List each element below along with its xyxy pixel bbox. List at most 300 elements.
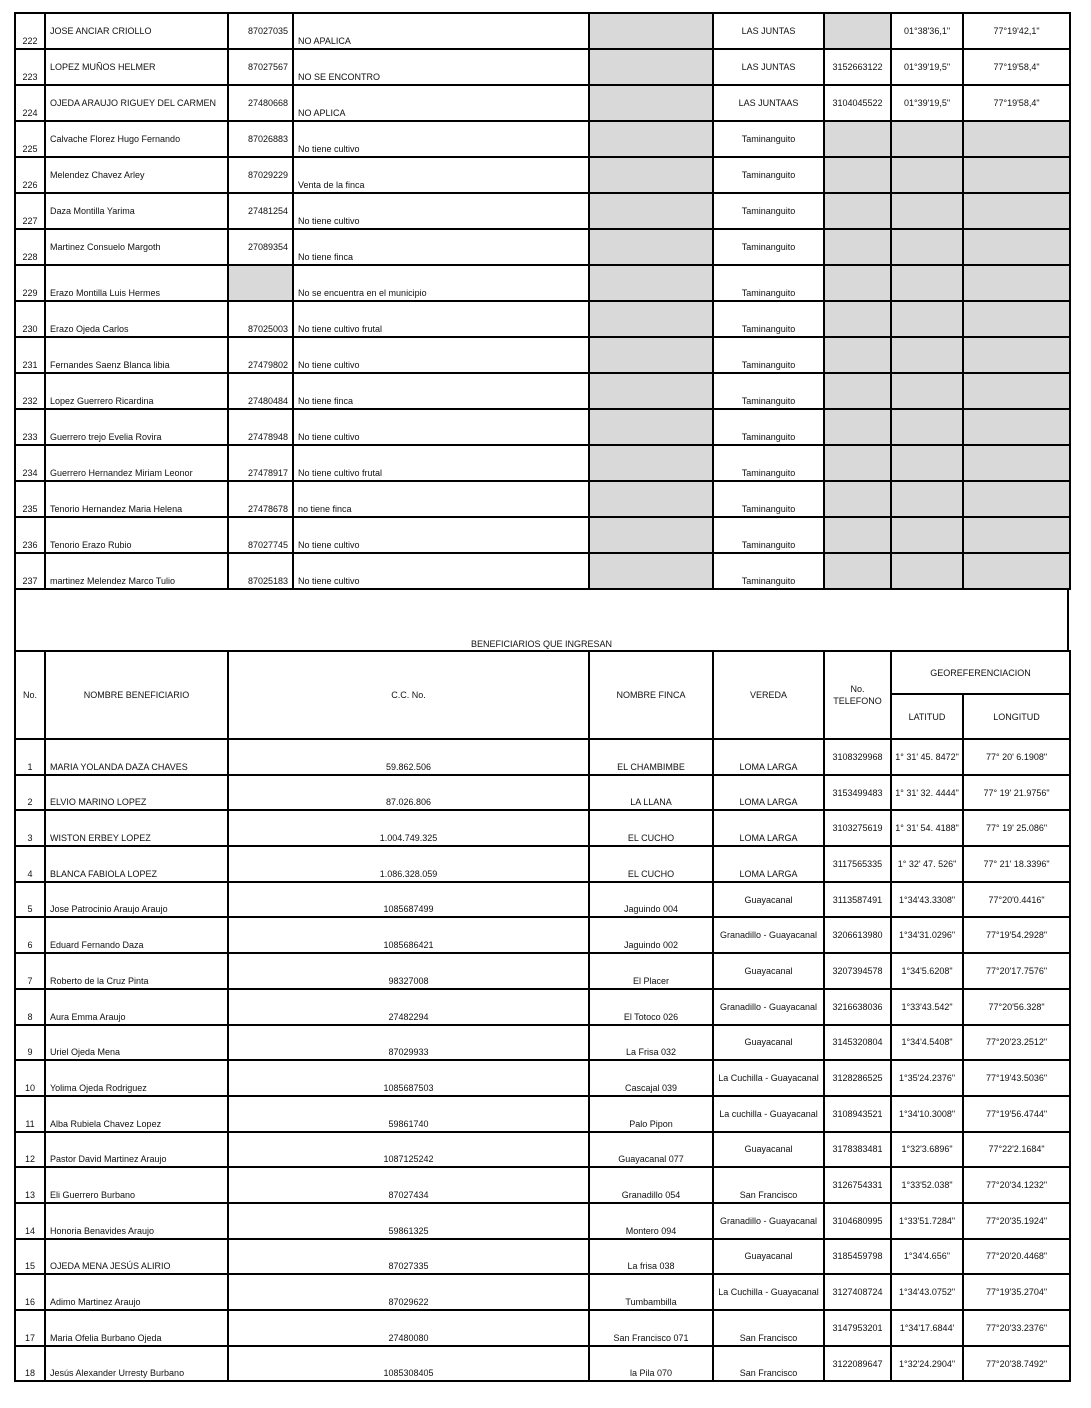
latitud: 01°38'36,1"	[891, 13, 963, 49]
finca-cell	[589, 409, 713, 445]
observation: Venta de la finca	[293, 157, 589, 193]
beneficiary-name: Fernandes Saenz Blanca libia	[45, 337, 228, 373]
longitud: 77°19'58,4"	[963, 85, 1070, 121]
longitud	[963, 265, 1070, 301]
cc-number: 27481254	[228, 193, 293, 229]
vereda: LOMA LARGA	[713, 739, 824, 775]
cc-number: 59.862.506	[228, 739, 589, 775]
latitud	[891, 337, 963, 373]
longitud	[963, 553, 1070, 589]
longitud	[963, 517, 1070, 553]
row-number: 10	[15, 1060, 45, 1096]
vereda: Guayacanal	[713, 1025, 824, 1061]
table-row	[15, 1274, 1070, 1310]
table-row	[15, 553, 1070, 589]
row-number: 226	[15, 157, 45, 193]
longitud	[963, 445, 1070, 481]
beneficiary-name: Jesús Alexander Urresty Burbano	[45, 1346, 228, 1382]
observation: NO SE ENCONTRO	[293, 49, 589, 85]
header-vereda: VEREDA	[713, 651, 824, 739]
beneficiary-name: MARIA YOLANDA DAZA CHAVES	[45, 739, 228, 775]
row-number: 4	[15, 846, 45, 882]
table-row	[15, 337, 1070, 373]
beneficiary-name: Guerrero trejo Evelia Rovira	[45, 409, 228, 445]
telefono	[824, 445, 891, 481]
longitud: 77°20'33.2376"	[963, 1310, 1070, 1346]
beneficiary-name: BLANCA FABIOLA LOPEZ	[45, 846, 228, 882]
row-number: 6	[15, 917, 45, 953]
telefono: 3122089647	[824, 1346, 891, 1382]
telefono	[824, 265, 891, 301]
finca-cell	[589, 193, 713, 229]
telefono: 3104680995	[824, 1203, 891, 1239]
longitud: 77°20'17.7576"	[963, 953, 1070, 989]
table-row	[15, 989, 1070, 1025]
vereda: La Cuchilla - Guayacanal	[713, 1060, 824, 1096]
latitud: 1°34'31.0296"	[891, 917, 963, 953]
latitud: 1°33'51.7284"	[891, 1203, 963, 1239]
table-row	[15, 301, 1070, 337]
beneficiary-name: OJEDA ARAUJO RIGUEY DEL CARMEN	[45, 85, 228, 121]
telefono: 3145320804	[824, 1025, 891, 1061]
observation: No tiene cultivo	[293, 409, 589, 445]
telefono	[824, 121, 891, 157]
longitud: 77°20'20.4468"	[963, 1239, 1070, 1275]
latitud: 1°33'52.038"	[891, 1167, 963, 1203]
beneficiary-name: Uriel Ojeda Mena	[45, 1025, 228, 1061]
longitud: 77° 19' 21.9756"	[963, 775, 1070, 811]
vereda: San Francisco	[713, 1310, 824, 1346]
telefono: 3206613980	[824, 917, 891, 953]
latitud: 1°34'17.6844'	[891, 1310, 963, 1346]
cc-number: 27478948	[228, 409, 293, 445]
beneficiary-name: Adimo Martinez Araujo	[45, 1274, 228, 1310]
table-row	[15, 1239, 1070, 1275]
longitud: 77° 21' 18.3396"	[963, 846, 1070, 882]
cc-number: 1085687503	[228, 1060, 589, 1096]
cc-number: 1.004.749.325	[228, 810, 589, 846]
beneficiary-name: Eduard Fernando Daza	[45, 917, 228, 953]
beneficiary-name: WISTON ERBEY LOPEZ	[45, 810, 228, 846]
latitud	[891, 445, 963, 481]
row-number: 8	[15, 989, 45, 1025]
table-row	[15, 229, 1070, 265]
finca-cell	[589, 157, 713, 193]
finca-cell	[589, 517, 713, 553]
telefono: 3153499483	[824, 775, 891, 811]
beneficiary-name: Maria Ofelia Burbano Ojeda	[45, 1310, 228, 1346]
longitud	[963, 409, 1070, 445]
vereda: Guayacanal	[713, 882, 824, 918]
section-title: BENEFICIARIOS QUE INGRESAN	[470, 639, 613, 649]
finca-name: Jaguindo 004	[589, 882, 713, 918]
row-number: 222	[15, 13, 45, 49]
cc-number: 27480484	[228, 373, 293, 409]
beneficiary-name: Calvache Florez Hugo Fernando	[45, 121, 228, 157]
table-row	[15, 846, 1070, 882]
vereda: Taminanguito	[713, 157, 824, 193]
latitud: 1°34'4.5408"	[891, 1025, 963, 1061]
latitud: 1°32'3.6896"	[891, 1132, 963, 1168]
telefono: 3185459798	[824, 1239, 891, 1275]
cc-number: 87026883	[228, 121, 293, 157]
latitud	[891, 121, 963, 157]
finca-name: la Pila 070	[589, 1346, 713, 1382]
row-number: 233	[15, 409, 45, 445]
row-number: 1	[15, 739, 45, 775]
table-row	[15, 409, 1070, 445]
row-number: 12	[15, 1132, 45, 1168]
beneficiary-name: Lopez Guerrero Ricardina	[45, 373, 228, 409]
header-name: NOMBRE BENEFICIARIO	[45, 651, 228, 739]
telefono	[824, 229, 891, 265]
longitud: 77°19'43.5036"	[963, 1060, 1070, 1096]
row-number: 11	[15, 1096, 45, 1132]
header-longitud: LONGITUD	[963, 694, 1070, 739]
cc-number: 87029933	[228, 1025, 589, 1061]
header-telefono: No. TELEFONO	[824, 651, 891, 739]
telefono	[824, 301, 891, 337]
telefono	[824, 157, 891, 193]
cc-number: 1085687499	[228, 882, 589, 918]
table-row	[15, 1096, 1070, 1132]
table-row	[15, 953, 1070, 989]
table-row	[15, 373, 1070, 409]
telefono: 3178383481	[824, 1132, 891, 1168]
cc-number: 27478917	[228, 445, 293, 481]
table-row	[15, 1167, 1070, 1203]
removed-beneficiaries-table	[14, 12, 1071, 590]
vereda: Granadillo - Guayacanal	[713, 989, 824, 1025]
vereda: Taminanguito	[713, 373, 824, 409]
cc-number: 1087125242	[228, 1132, 589, 1168]
latitud	[891, 265, 963, 301]
table-row	[15, 775, 1070, 811]
telefono: 3152663122	[824, 49, 891, 85]
latitud	[891, 409, 963, 445]
table-row	[15, 157, 1070, 193]
finca-cell	[589, 373, 713, 409]
row-number: 227	[15, 193, 45, 229]
telefono	[824, 553, 891, 589]
finca-name: Montero 094	[589, 1203, 713, 1239]
vereda: Taminanguito	[713, 301, 824, 337]
cc-number: 1.086.328.059	[228, 846, 589, 882]
finca-cell	[589, 121, 713, 157]
cc-number: 87027434	[228, 1167, 589, 1203]
vereda: Taminanguito	[713, 445, 824, 481]
finca-name: Jaguindo 002	[589, 917, 713, 953]
table-row	[15, 481, 1070, 517]
vereda: Taminanguito	[713, 121, 824, 157]
table-row	[15, 445, 1070, 481]
finca-cell	[589, 553, 713, 589]
table-row	[15, 739, 1070, 775]
vereda: Taminanguito	[713, 229, 824, 265]
vereda: San Francisco	[713, 1346, 824, 1382]
telefono	[824, 193, 891, 229]
beneficiary-name: Aura Emma Araujo	[45, 989, 228, 1025]
finca-name: EL CHAMBIMBE	[589, 739, 713, 775]
row-number: 5	[15, 882, 45, 918]
telefono	[824, 373, 891, 409]
cc-number: 59861325	[228, 1203, 589, 1239]
table-row	[15, 85, 1070, 121]
beneficiary-name: Eli Guerrero Burbano	[45, 1167, 228, 1203]
telefono	[824, 337, 891, 373]
row-number: 16	[15, 1274, 45, 1310]
finca-name: Cascajal 039	[589, 1060, 713, 1096]
longitud	[963, 121, 1070, 157]
header-georeferenciacion: GEOREFERENCIACION	[891, 651, 1070, 694]
table-row	[15, 1132, 1070, 1168]
observation: No tiene cultivo	[293, 121, 589, 157]
observation: no tiene finca	[293, 481, 589, 517]
finca-cell	[589, 265, 713, 301]
telefono: 3128286525	[824, 1060, 891, 1096]
finca-cell	[589, 301, 713, 337]
finca-name: San Francisco 071	[589, 1310, 713, 1346]
observation: No tiene finca	[293, 229, 589, 265]
observation: No tiene cultivo frutal	[293, 445, 589, 481]
finca-name: Palo Pipon	[589, 1096, 713, 1132]
beneficiary-name: Alba Rubiela Chavez Lopez	[45, 1096, 228, 1132]
vereda: LAS JUNTAS	[713, 13, 824, 49]
vereda: Guayacanal	[713, 953, 824, 989]
vereda: LAS JUNTAAS	[713, 85, 824, 121]
row-number: 225	[15, 121, 45, 157]
finca-name: Guayacanal 077	[589, 1132, 713, 1168]
row-number: 231	[15, 337, 45, 373]
finca-name: Granadillo 054	[589, 1167, 713, 1203]
telefono: 3127408724	[824, 1274, 891, 1310]
table-row	[15, 810, 1070, 846]
telefono: 3126754331	[824, 1167, 891, 1203]
longitud	[963, 301, 1070, 337]
latitud: 1°34'43.3308"	[891, 882, 963, 918]
finca-cell	[589, 481, 713, 517]
row-number: 229	[15, 265, 45, 301]
table-row	[15, 1060, 1070, 1096]
telefono: 3108329968	[824, 739, 891, 775]
cc-number: 87027035	[228, 13, 293, 49]
table-row	[15, 517, 1070, 553]
vereda: LOMA LARGA	[713, 810, 824, 846]
beneficiary-name: Martinez Consuelo Margoth	[45, 229, 228, 265]
beneficiary-name: Roberto de la Cruz Pinta	[45, 953, 228, 989]
row-number: 15	[15, 1239, 45, 1275]
vereda: LAS JUNTAS	[713, 49, 824, 85]
latitud: 1°35'24.2376"	[891, 1060, 963, 1096]
finca-name: EL CUCHO	[589, 810, 713, 846]
telefono	[824, 517, 891, 553]
cc-number: 1085686421	[228, 917, 589, 953]
row-number: 234	[15, 445, 45, 481]
longitud	[963, 337, 1070, 373]
row-number: 232	[15, 373, 45, 409]
cc-number: 27480668	[228, 85, 293, 121]
beneficiary-name: ELVIO MARINO LOPEZ	[45, 775, 228, 811]
cc-number: 87029229	[228, 157, 293, 193]
finca-name: El Placer	[589, 953, 713, 989]
observation: No tiene cultivo	[293, 193, 589, 229]
latitud	[891, 301, 963, 337]
longitud: 77°20'23.2512"	[963, 1025, 1070, 1061]
finca-name: Tumbambilla	[589, 1274, 713, 1310]
longitud: 77°19'35.2704"	[963, 1274, 1070, 1310]
header-cc: C.C. No.	[228, 651, 589, 739]
telefono: 3108943521	[824, 1096, 891, 1132]
row-number: 237	[15, 553, 45, 589]
telefono: 3104045522	[824, 85, 891, 121]
telefono: 3216638036	[824, 989, 891, 1025]
vereda: Taminanguito	[713, 517, 824, 553]
latitud: 1° 31' 54. 4188"	[891, 810, 963, 846]
beneficiary-name: Jose Patrocinio Araujo Araujo	[45, 882, 228, 918]
longitud	[963, 373, 1070, 409]
vereda: Taminanguito	[713, 481, 824, 517]
finca-cell	[589, 337, 713, 373]
row-number: 224	[15, 85, 45, 121]
latitud: 1°34'5.6208"	[891, 953, 963, 989]
beneficiary-name: Yolima Ojeda Rodriguez	[45, 1060, 228, 1096]
header-no: No.	[15, 651, 45, 739]
longitud: 77°20'34.1232"	[963, 1167, 1070, 1203]
row-number: 236	[15, 517, 45, 553]
finca-cell	[589, 445, 713, 481]
table-row	[15, 121, 1070, 157]
header-latitud: LATITUD	[891, 694, 963, 739]
vereda: Granadillo - Guayacanal	[713, 917, 824, 953]
beneficiary-name: Tenorio Erazo Rubio	[45, 517, 228, 553]
beneficiary-name: Guerrero Hernandez Miriam Leonor	[45, 445, 228, 481]
row-number: 235	[15, 481, 45, 517]
row-number: 13	[15, 1167, 45, 1203]
cc-number: 98327008	[228, 953, 589, 989]
latitud	[891, 373, 963, 409]
finca-cell	[589, 49, 713, 85]
longitud	[963, 481, 1070, 517]
observation: No tiene cultivo	[293, 337, 589, 373]
observation: NO APALICA	[293, 13, 589, 49]
row-number: 230	[15, 301, 45, 337]
vereda: Guayacanal	[713, 1132, 824, 1168]
observation: No tiene finca	[293, 373, 589, 409]
telefono: 3207394578	[824, 953, 891, 989]
cc-number: 87.026.806	[228, 775, 589, 811]
table-row	[15, 193, 1070, 229]
cc-number: 27479802	[228, 337, 293, 373]
cc-number: 59861740	[228, 1096, 589, 1132]
cc-number: 87027567	[228, 49, 293, 85]
vereda: La Cuchilla - Guayacanal	[713, 1274, 824, 1310]
latitud: 1°34'10.3008"	[891, 1096, 963, 1132]
telefono	[824, 409, 891, 445]
latitud: 1° 31' 45. 8472"	[891, 739, 963, 775]
row-number: 3	[15, 810, 45, 846]
finca-name: La frisa 038	[589, 1239, 713, 1275]
cc-number: 87029622	[228, 1274, 589, 1310]
row-number: 228	[15, 229, 45, 265]
finca-cell	[589, 229, 713, 265]
latitud	[891, 193, 963, 229]
cc-number: 87025003	[228, 301, 293, 337]
row-number: 14	[15, 1203, 45, 1239]
table-row	[15, 49, 1070, 85]
longitud: 77°19'54.2928"	[963, 917, 1070, 953]
longitud: 77°20'0.4416"	[963, 882, 1070, 918]
longitud: 77°19'42,1"	[963, 13, 1070, 49]
beneficiary-name: LOPEZ MUÑOS HELMER	[45, 49, 228, 85]
table-row	[15, 1346, 1070, 1382]
latitud: 01°39'19,5"	[891, 85, 963, 121]
beneficiary-name: Daza Montilla Yarima	[45, 193, 228, 229]
telefono: 3147953201	[824, 1310, 891, 1346]
telefono: 3103275619	[824, 810, 891, 846]
cc-number	[228, 265, 293, 301]
row-number: 18	[15, 1346, 45, 1382]
latitud	[891, 481, 963, 517]
observation: NO APLICA	[293, 85, 589, 121]
row-number: 223	[15, 49, 45, 85]
finca-cell	[589, 85, 713, 121]
finca-cell	[589, 13, 713, 49]
latitud: 1°34'43.0752"	[891, 1274, 963, 1310]
vereda: LOMA LARGA	[713, 846, 824, 882]
longitud: 77° 19' 25.086"	[963, 810, 1070, 846]
row-number: 2	[15, 775, 45, 811]
beneficiary-name: OJEDA MENA JESÚS ALIRIO	[45, 1239, 228, 1275]
row-number: 9	[15, 1025, 45, 1061]
latitud	[891, 157, 963, 193]
vereda: Taminanguito	[713, 265, 824, 301]
longitud: 77°20'56.328"	[963, 989, 1070, 1025]
longitud: 77°19'58,4"	[963, 49, 1070, 85]
table-row	[15, 1310, 1070, 1346]
table-row	[15, 265, 1070, 301]
finca-name: EL CUCHO	[589, 846, 713, 882]
beneficiary-name: Tenorio Hernandez Maria Helena	[45, 481, 228, 517]
table-row	[15, 882, 1070, 918]
latitud	[891, 553, 963, 589]
cc-number: 1085308405	[228, 1346, 589, 1382]
vereda: Taminanguito	[713, 553, 824, 589]
vereda: Taminanguito	[713, 337, 824, 373]
telefono	[824, 481, 891, 517]
longitud: 77° 20' 6.1908"	[963, 739, 1070, 775]
finca-name: El Totoco 026	[589, 989, 713, 1025]
beneficiary-name: JOSE ANCIAR CRIOLLO	[45, 13, 228, 49]
vereda: Taminanguito	[713, 409, 824, 445]
latitud: 01°39'19,5"	[891, 49, 963, 85]
cc-number: 27482294	[228, 989, 589, 1025]
cc-number: 27480080	[228, 1310, 589, 1346]
header-finca: NOMBRE FINCA	[589, 651, 713, 739]
beneficiary-name: Erazo Montilla Luis Hermes	[45, 265, 228, 301]
longitud: 77°20'35.1924"	[963, 1203, 1070, 1239]
incoming-beneficiaries-table	[14, 650, 1071, 1382]
table-row	[15, 1203, 1070, 1239]
vereda: Guayacanal	[713, 1239, 824, 1275]
latitud: 1° 32' 47. 526"	[891, 846, 963, 882]
cc-number: 87027745	[228, 517, 293, 553]
cc-number: 27478678	[228, 481, 293, 517]
observation: No se encuentra en el municipio	[293, 265, 589, 301]
cc-number: 87027335	[228, 1239, 589, 1275]
vereda: Taminanguito	[713, 193, 824, 229]
section-header	[14, 589, 1069, 650]
table-row	[15, 1025, 1070, 1061]
